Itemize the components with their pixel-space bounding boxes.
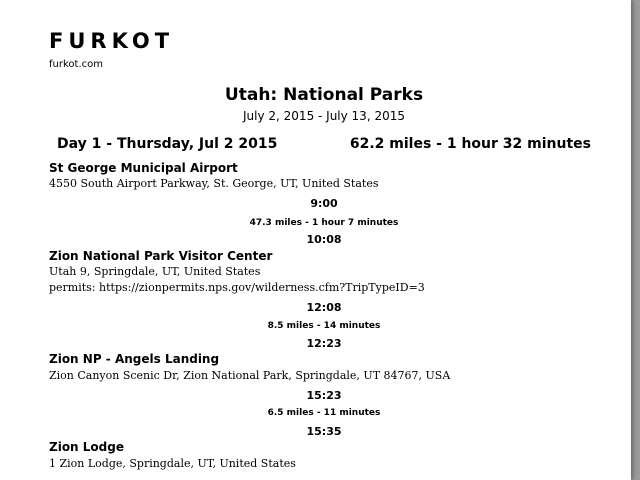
furkot-url: furkot.com xyxy=(49,59,103,70)
leg-summary: 6.5 miles - 11 minutes xyxy=(267,408,381,418)
stop-name: Zion National Park Visitor Center xyxy=(49,249,273,263)
leg-summary: 8.5 miles - 14 minutes xyxy=(267,321,381,331)
stop-address: Zion Canyon Scenic Dr, Zion National Park, Springdale, UT 84767, USA xyxy=(49,369,451,382)
day-summary: 62.2 miles - 1 hour 32 minutes xyxy=(349,136,591,152)
stop-name: Zion NP - Angels Landing xyxy=(49,352,220,366)
trip-title: Utah: National Parks xyxy=(224,85,424,105)
day-title: Day 1 - Thursday, Jul 2 2015 xyxy=(57,136,278,152)
stop-name: St George Municipal Airport xyxy=(49,161,238,175)
arrival-time: 15:35 xyxy=(306,425,342,438)
departure-time: 9:00 xyxy=(310,197,338,210)
stop-address: Utah 9, Springdale, UT, United States xyxy=(49,265,261,278)
stop-name: Zion Lodge xyxy=(49,440,124,454)
trip-dates: July 2, 2015 - July 13, 2015 xyxy=(243,109,405,123)
leg-summary: 47.3 miles - 1 hour 7 minutes xyxy=(249,218,399,228)
arrival-time: 12:23 xyxy=(306,337,342,350)
furkot-logo: FURKOT xyxy=(49,29,175,53)
stop-note: permits: https://zionpermits.nps.gov/wilderness.cfm?TripTypeID=3 xyxy=(49,281,425,294)
departure-time: 12:08 xyxy=(306,301,342,314)
stop-address: 1 Zion Lodge, Springdale, UT, United States xyxy=(49,457,296,470)
stop-address: 4550 South Airport Parkway, St. George, UT, United States xyxy=(49,177,379,190)
departure-time: 15:23 xyxy=(306,389,342,402)
arrival-time: 10:08 xyxy=(306,233,342,246)
